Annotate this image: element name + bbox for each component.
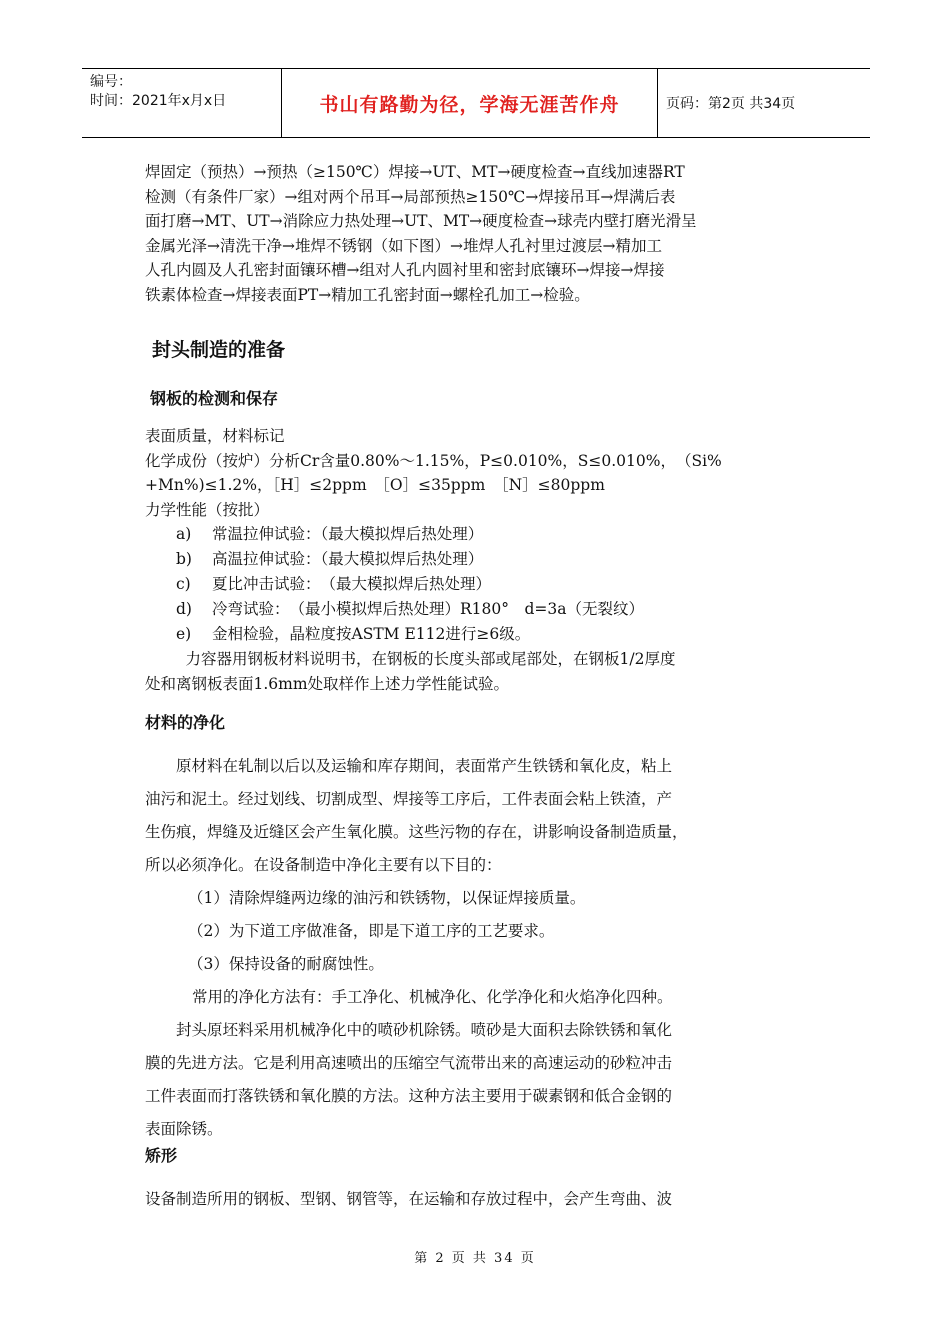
list-item-label: e)	[176, 625, 192, 643]
purification-paragraph-2	[145, 1014, 810, 1146]
text-line: 检测（有条件厂家）→组对两个吊耳→局部预热≥150℃→焊接吊耳→焊满后表	[145, 187, 676, 206]
goal-item: （1）清除焊缝两边缘的油污和铁锈物，以保证焊接质量。	[188, 889, 586, 907]
text-line: 力容器用钢板材料说明书，在钢板的长度头部或尾部处，在钢板1/2厚度	[170, 650, 676, 668]
text-line: 设备制造所用的钢板、型钢、钢管等，在运输和存放过程中，会产生弯曲、波	[145, 1190, 673, 1208]
text-line: 面打磨→MT、UT→消除应力热处理→UT、MT→硬度检查→球壳内壁打磨光滑呈	[145, 212, 697, 230]
list-item	[176, 572, 491, 594]
text-line: 原材料在轧制以后以及运输和库存期间，表面常产生铁锈和氧化皮，粘上	[145, 757, 673, 775]
text-line: +Mn%)≤1.2%，［H］≤2ppm ［O］≤35ppm ［N］≤80ppm	[145, 476, 605, 494]
methods-line: 常用的净化方法有：手工净化、机械净化、化学净化和火焰净化四种。	[192, 988, 673, 1006]
steel-plate-closing	[170, 647, 810, 672]
text-line: 表面质量，材料标记	[145, 427, 285, 445]
text-line: 膜的先进方法。它是利用高速喷出的压缩空气流带出来的高速运动的砂粒冲击	[145, 1054, 673, 1072]
text-line: 表面除锈。	[145, 1120, 223, 1138]
text-line: 人孔内圆及人孔密封面镶环槽→组对人孔内圆衬里和密封底镶环→焊接→焊接	[145, 261, 665, 279]
header-motto: 书山有路勤为径，学海无涯苦作舟	[282, 69, 658, 137]
text-line: 所以必须净化。在设备制造中净化主要有以下目的：	[145, 856, 502, 874]
list-item	[176, 622, 530, 644]
list-item	[176, 597, 644, 619]
text-line: 工件表面而打落铁锈和氧化膜的方法。这种方法主要用于碳素钢和低合金钢的	[145, 1087, 673, 1105]
text-line: 金属光泽→清洗干净→堆焊不锈钢（如下图）→堆焊人孔衬里过渡层→精加工	[145, 236, 662, 255]
list-item-label: b)	[176, 550, 192, 568]
text-line: 化学成份（按炉）分析Cr含量0.80%～1.15%，P≤0.010%，S≤0.010%， （Si%	[145, 451, 722, 470]
correction-paragraph	[145, 1183, 810, 1216]
document-date: 时间：2021年x月x日	[90, 93, 227, 109]
list-item	[176, 547, 483, 569]
list-item-text: 夏比冲击试验： （最大模拟焊后热处理）	[212, 575, 492, 593]
list-item	[176, 522, 483, 544]
page-footer: 第 2 页 共 34 页	[414, 1251, 536, 1266]
list-item-text: 冷弯试验： （最小模拟焊后热处理）R180° d=3a（无裂纹）	[212, 600, 645, 618]
steel-plate-closing-2	[145, 672, 810, 697]
purification-paragraph-1	[145, 750, 810, 882]
header-meta	[82, 69, 282, 137]
text-line: 油污和泥土。经过划线、切割成型、焊接等工序后，工件表面会粘上铁渣，产	[145, 790, 673, 808]
list-item-label: d)	[176, 600, 192, 618]
goal-item: （2）为下道工序做准备，即是下道工序的工艺要求。	[188, 922, 555, 940]
list-item-text: 高温拉伸试验：（最大模拟焊后热处理）	[212, 550, 484, 568]
intro-paragraph	[145, 160, 810, 307]
text-line: 焊固定（预热）→预热（≥150℃）焊接→UT、MT→硬度检查→直线加速器RT	[145, 163, 685, 181]
text-line: 封头原坯料采用机械净化中的喷砂机除锈。喷砂是大面积去除铁锈和氧化	[145, 1021, 673, 1039]
list-item-label: c)	[176, 575, 191, 593]
subsection-title-purification: 材料的净化	[145, 713, 226, 732]
text-line: 力学性能（按批）	[145, 500, 270, 519]
page-header	[82, 68, 870, 138]
list-item-label: a)	[176, 525, 192, 543]
text-line: 生伤痕，焊缝及近缝区会产生氧化膜。这些污物的存在，讲影响设备制造质量，	[145, 823, 688, 841]
document-number-label: 编号：	[90, 74, 132, 90]
text-line: 处和离钢板表面1.6mm处取样作上述力学性能试验。	[145, 675, 510, 693]
list-item-text: 金相检验，晶粒度按ASTM E112进行≥6级。	[212, 625, 531, 643]
header-page-info: 页码：第2页 共34页	[666, 96, 796, 112]
subsection-title-correction: 矫形	[145, 1146, 178, 1165]
purification-goals	[188, 882, 808, 1014]
section-title: 封头制造的准备	[152, 339, 286, 361]
goal-item: （3）保持设备的耐腐蚀性。	[188, 955, 384, 973]
steel-plate-body	[145, 424, 810, 522]
subsection-title-steel-plate: 钢板的检测和保存	[150, 389, 279, 408]
list-item-text: 常温拉伸试验：（最大模拟焊后热处理）	[212, 525, 484, 543]
text-line: 铁素体检查→焊接表面PT→精加工孔密封面→螺栓孔加工→检验。	[145, 285, 590, 304]
